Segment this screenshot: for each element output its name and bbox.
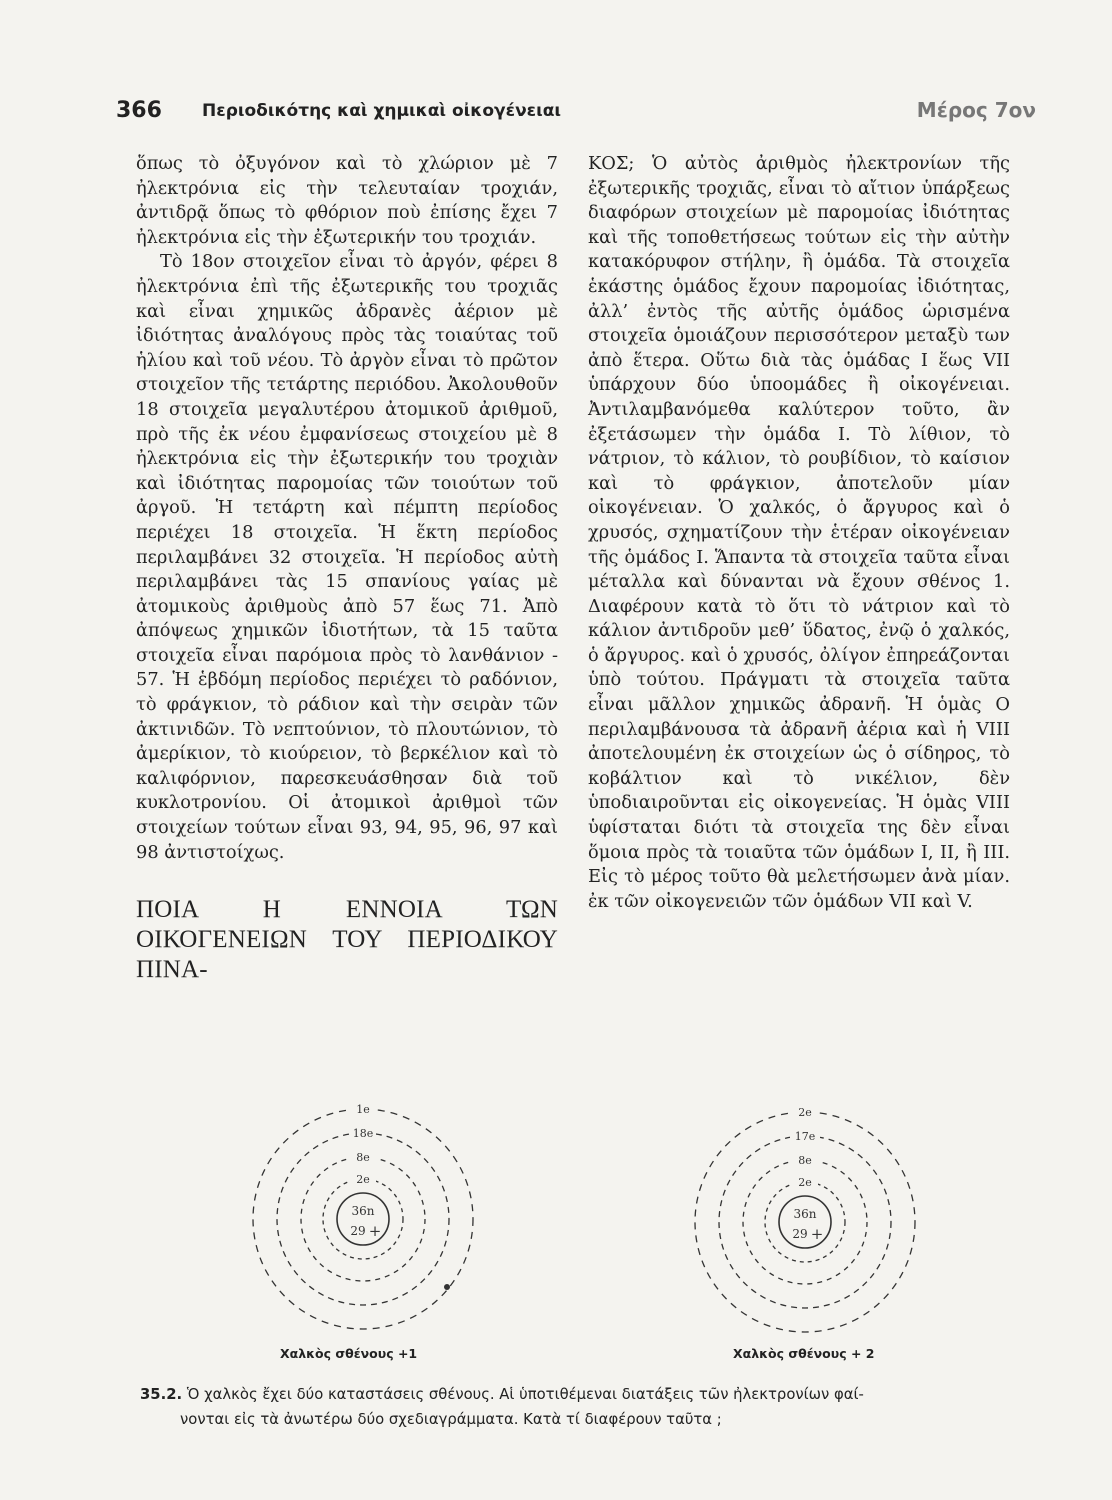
shell-1-ring (695, 1112, 915, 1332)
shell-label-2: 18e (352, 1127, 374, 1140)
left-column (136, 152, 558, 985)
section-heading: ΠΟΙΑ Η ΕΝΝΟΙΑ ΤΩΝ ΟΙΚΟΓΕΝΕΙΩΝ ΤΟΥ ΠΕΡΙΟΔΙΚΟΥ ΠΙΝΑ- (136, 896, 558, 984)
nucleus-protons: 29 (350, 1224, 366, 1238)
running-title: Περιοδικότης καὶ χημικαὶ οἰκογένειαι (202, 101, 562, 121)
right-column (588, 152, 1010, 914)
atom-diagram-left-svg (215, 1082, 535, 1352)
valence-electron-dot (444, 1284, 450, 1290)
shell-label-1: 2e (798, 1106, 812, 1119)
atom-diagram-copper-valence-2 (640, 1082, 960, 1352)
shell-label-2: 17e (794, 1130, 816, 1143)
diagram-caption-right: Χαλκὸς σθένους + 2 (733, 1346, 875, 1361)
left-paragraph-1: ὅπως τὸ ὀξυγόνον καὶ τὸ χλώριον μὲ 7 ἠλεκτρόνια εἰς τὴν τελευταίαν τροχιάν, ἀντιδρᾷ ὅπως τὸ φθόριον ποὺ ἐπίσης ἔχει 7 ἠλεκτρόνια εἰς τὴν ἐξωτερικήν του τροχιάν. (136, 153, 558, 248)
part-label: Μέρος 7ον (916, 98, 1036, 122)
figure-caption-line-2: νονται εἰς τὰ ἀνωτέρω δύο σχεδιαγράμματα. Κατὰ τί διαφέρουν ταῦτα ; (180, 1411, 722, 1428)
shell-4-ring (323, 1179, 403, 1259)
page-header (116, 98, 1036, 132)
shell-1-ring (253, 1109, 473, 1329)
nucleus-neutrons: 36n (793, 1207, 817, 1221)
plus-icon: + (368, 1222, 382, 1240)
page-number: 366 (116, 98, 162, 123)
nucleus-neutrons: 36n (351, 1204, 375, 1218)
left-paragraph-2: Τὸ 18ον στοιχεῖον εἶναι τὸ ἀργόν, φέρει 8 ἠλεκτρόνια ἐπὶ τῆς ἐξωτερικῆς του τροχιᾶς καὶ εἶναι χημικῶς ἀδρανὲς ἀέριον μὲ ἰδιότητας ἀναλόγους πρὸς τὰς τοιαύτας τοῦ ἡλίου καὶ τοῦ νέου. Τὸ ἀργὸν εἶναι τὸ πρῶτον στοιχεῖον τῆς τετάρτης περιόδου. Ἀκολουθοῦν 18 στοιχεῖα μεγαλυτέρου ἀτομικοῦ ἀριθμοῦ, πρὸ τῆς ἐκ νέου ἐμφανίσεως στοιχείου μὲ 8 ἠλεκτρόνια εἰς τὴν ἐξωτερικήν του τροχιὰν καὶ ἰδιότητας παρομοίας τῶν τοιούτων τοῦ ἀργοῦ. Ἡ τετάρτη καὶ πέμπτη περίοδος περιέχει 18 στοιχεῖα. Ἡ ἕκτη περίοδος περιλαμβάνει 32 στοιχεῖα. Ἡ περίοδος αὐτὴ περιλαμβάνει τὰς 15 σπανίους γαίας μὲ ἀτομικοὺς ἀριθμοὺς ἀπὸ 57 ἕως 71. Ἀπὸ ἀπόψεως χημικῶν ἰδιοτήτων, τὰ 15 ταῦτα στοιχεῖα εἶναι παρόμοια πρὸς τὸ λανθάνιον - 57. Ἡ ἑβδόμη περίοδος περιέχει τὸ ραδόνιον, τὸ φράγκιον, τὸ ράδιον καὶ τὴν σειρὰν τῶν ἀκτινιδῶν. Τὸ νεπτούνιον, τὸ πλουτώνιον, τὸ ἀμερίκιον, τὸ κιούρειον, τὸ βερκέλιον καὶ τὸ καλιφόρνιον, παρεσκευάσθησαν διὰ τοῦ κυκλοτρονίου. Οἱ ἀτομικοὶ ἀριθμοὶ τῶν στοιχείων τούτων εἶναι 93, 94, 95, 96, 97 καὶ 98 ἀντιστοίχως. (136, 251, 558, 863)
diagram-caption-left: Χαλκὸς σθένους +1 (280, 1346, 418, 1361)
nucleus-protons: 29 (792, 1227, 808, 1241)
shell-label-3: 8e (356, 1151, 370, 1164)
atom-diagram-copper-valence-1 (215, 1082, 535, 1352)
right-paragraph-1: ΚΟΣ; Ὁ αὐτὸς ἀριθμὸς ἠλεκτρονίων τῆς ἐξωτερικῆς τροχιᾶς, εἶναι τὸ αἴτιον ὑπάρξεως διαφόρων στοιχείων μὲ παρομοίας ἰδιότητας καὶ τῆς τοποθετήσεως τούτων εἰς τὴν αὐτὴν κατακόρυφον στήλην, ἢ ὁμάδα. Τὰ στοιχεῖα ἑκάστης ὁμάδος ἔχουν παρομοίας ἰδιότητας, ἀλλ’ ἐντὸς τῆς αὐτῆς ὁμάδος ὡρισμένα στοιχεῖα ὁμοιάζουν περισσότερον μεταξὺ των ἀπὸ ἕτερα. Οὕτω διὰ τὰς ὁμάδας I ἕως VII ὑπάρχουν δύο ὑποομάδες ἢ οἰκογένειαι. Ἀντιλαμβανόμεθα καλύτερον τοῦτο, ἂν ἐξετάσωμεν τὴν ὁμάδα I. Τὸ λίθιον, τὸ νάτριον, τὸ κάλιον, τὸ ρουβίδιον, τὸ καίσιον καὶ τὸ φράγκιον, ἀποτελοῦν μίαν οἰκογένειαν. Ὁ χαλκός, ὁ ἄργυρος καὶ ὁ χρυσός, σχηματίζουν τὴν ἑτέραν οἰκογένειαν τῆς ὁμάδος I. Ἅπαντα τὰ στοιχεῖα ταῦτα εἶναι μέταλλα καὶ δύνανται νὰ ἔχουν σθένος 1. Διαφέρουν κατὰ τὸ ὅτι τὸ νάτριον καὶ τὸ κάλιον ἀντιδροῦν μεθ’ ὕδατος, ἐνῷ ὁ χαλκός, ὁ ἄργυρος. καὶ ὁ χρυσός, ὀλίγον ἐπηρεάζονται ὑπὸ τούτου. Πράγματι τὰ στοιχεῖα ταῦτα εἶναι μᾶλλον χημικῶς ἀδρανῆ. Ἡ ὁμὰς O περιλαμβάνουσα τὰ ἀδρανῆ ἀέρια καὶ ἡ VIII ἀποτελουμένη ἐκ στοιχείων ὡς ὁ σίδηρος, τὸ κοβάλτιον καὶ τὸ νικέλιον, δὲν ὑποδιαιροῦνται εἰς οἰκογενείας. Ἡ ὁμὰς VIII ὑφίσταται διότι τὰ στοιχεῖα της δὲν εἶναι ὅμοια πρὸς τὰ τοιαῦτα τῶν ὁμάδων I, II, ἢ III. Εἰς τὸ μέρος τοῦτο θὰ μελετήσωμεν ἀνὰ μίαν. ἐκ τῶν οἰκογενειῶν τῶν ὁμάδων VII καὶ V. (588, 153, 1010, 912)
shell-label-4: 2e (356, 1173, 370, 1186)
shell-label-1: 1e (356, 1103, 370, 1116)
figure-caption (140, 1382, 1020, 1432)
shell-label-4: 2e (798, 1176, 812, 1189)
shell-4-ring (765, 1182, 845, 1262)
shell-label-3: 8e (798, 1154, 812, 1167)
plus-icon: + (810, 1225, 824, 1243)
figure-number: 35.2. (140, 1386, 183, 1403)
figure-caption-line-1: Ὁ χαλκὸς ἔχει δύο καταστάσεις σθένους. Αἱ ὑποτιθέμεναι διατάξεις τῶν ἠλεκτρονίων φαί- (186, 1386, 864, 1403)
atom-diagram-right-svg (640, 1082, 960, 1352)
